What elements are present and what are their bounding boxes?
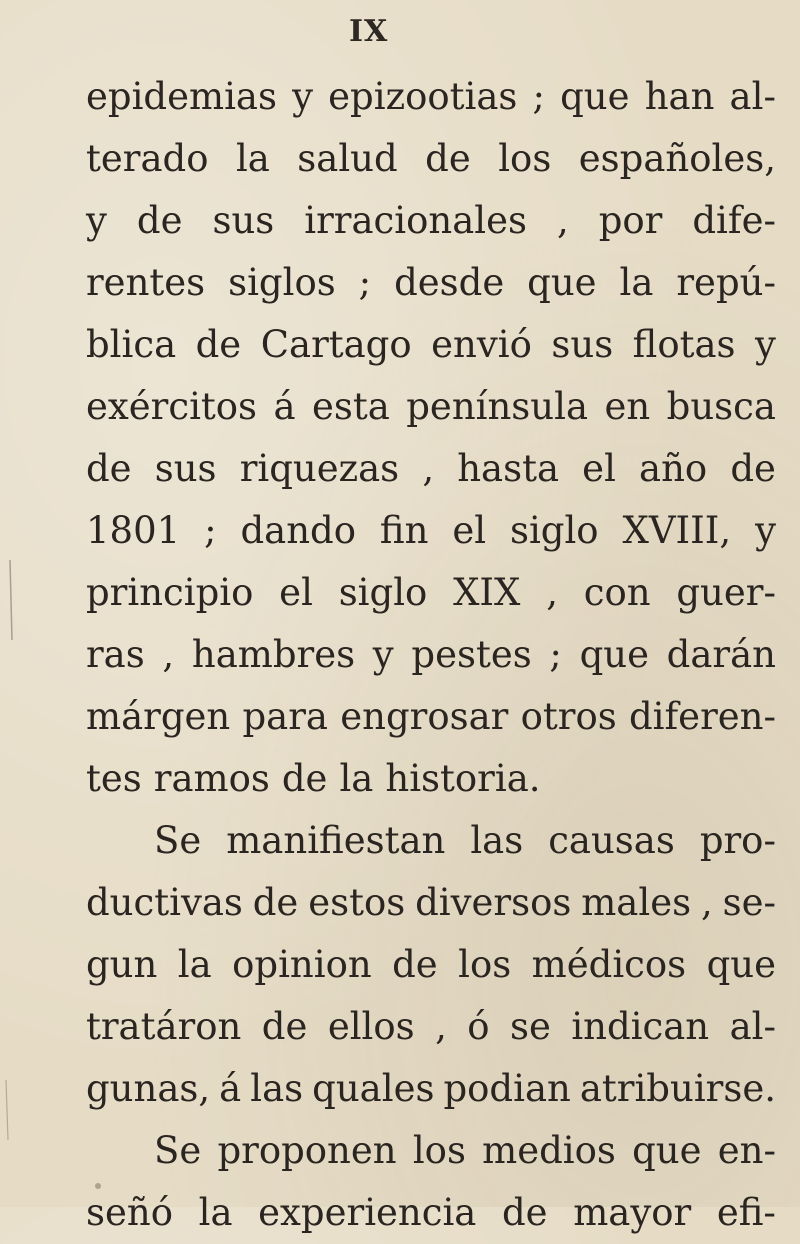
word: y [86, 199, 107, 242]
word: terado [86, 137, 209, 180]
word: la [198, 1191, 233, 1234]
word: por [598, 199, 663, 242]
word: causas [548, 819, 675, 862]
text-line [86, 252, 776, 314]
text-line [86, 438, 776, 500]
text-line [86, 376, 776, 438]
word: la [339, 757, 374, 800]
word: hasta [457, 447, 560, 490]
word: siglo [509, 509, 599, 552]
word: sus [212, 199, 275, 242]
word: desde [394, 261, 505, 304]
word: engrosar [340, 695, 509, 738]
word: se [510, 1005, 551, 1048]
word: mayor [573, 1191, 692, 1234]
word: ; [358, 261, 372, 304]
word: epizootias [328, 75, 518, 118]
word: medios [482, 1129, 616, 1172]
word: experiencia [258, 1191, 477, 1234]
word: los [412, 1129, 466, 1172]
word: quales [312, 1067, 435, 1110]
word: península [406, 385, 589, 428]
word: , [162, 633, 175, 676]
word: siglos [228, 261, 336, 304]
word: pestes [411, 633, 532, 676]
word: XIX [453, 571, 521, 614]
text-line [86, 1120, 776, 1182]
text-line [86, 624, 776, 686]
word: estos [308, 881, 406, 924]
word: sus [154, 447, 217, 490]
word: la [619, 261, 654, 304]
word: manifiestan [226, 819, 446, 862]
word: el [279, 571, 313, 614]
word: se- [722, 881, 776, 924]
word: de [392, 943, 438, 986]
word: y [755, 509, 776, 552]
word: fin [379, 509, 429, 552]
word: esta [311, 385, 390, 428]
text-line [86, 872, 776, 934]
word: , [546, 571, 558, 614]
word: ellos [327, 1005, 415, 1048]
word: busca [666, 385, 776, 428]
word: exércitos [86, 385, 258, 428]
word: de [136, 199, 183, 242]
word: á [219, 1067, 242, 1110]
word: de [86, 447, 132, 490]
word: que [579, 633, 649, 676]
word: el [582, 447, 616, 490]
word: que [632, 1129, 702, 1172]
text-line [86, 996, 776, 1058]
word: de [281, 757, 328, 800]
text-line [86, 1058, 776, 1120]
word: que [527, 261, 597, 304]
word: de [195, 323, 242, 366]
word: , [422, 447, 435, 490]
word: siglo [338, 571, 428, 614]
text-line [86, 128, 776, 190]
word: gun [86, 943, 158, 986]
word: pro- [699, 819, 776, 862]
word: ras [86, 633, 145, 676]
word: indican [571, 1005, 710, 1048]
word: diversos [415, 881, 572, 924]
word: XVIII, [622, 509, 732, 552]
word: á [273, 385, 296, 428]
word: diferen- [628, 695, 776, 738]
word: principio [86, 571, 254, 614]
word: podian [443, 1067, 571, 1110]
word: , [556, 199, 569, 242]
word: la [177, 943, 212, 986]
word: irracionales [304, 199, 527, 242]
word: han [644, 75, 715, 118]
text-line [86, 562, 776, 624]
word: con [583, 571, 651, 614]
word: 1801 [86, 509, 181, 552]
word: y [372, 633, 394, 676]
word: de [730, 447, 776, 490]
word: al- [729, 75, 776, 118]
word: ó [467, 1005, 490, 1048]
word: tes [86, 757, 142, 800]
word: españoles, [578, 137, 776, 180]
word: en- [717, 1129, 776, 1172]
word: y [292, 75, 314, 118]
word: riquezas [239, 447, 400, 490]
word: , [435, 1005, 447, 1048]
word: ; [549, 633, 562, 676]
body-text [86, 66, 776, 1244]
word: darán [666, 633, 776, 676]
text-line [86, 748, 776, 810]
word: al- [729, 1005, 776, 1048]
word: los [498, 137, 552, 180]
word: otros [520, 695, 617, 738]
text-line [86, 686, 776, 748]
word: males [581, 881, 692, 924]
text-line [86, 190, 776, 252]
word: de [502, 1191, 548, 1234]
word: flotas [632, 323, 736, 366]
word: el [452, 509, 487, 552]
word: opinion [232, 943, 372, 986]
word: márgen [86, 695, 231, 738]
word: para [242, 695, 328, 738]
word: tratáron [86, 1005, 242, 1048]
word: médicos [531, 943, 687, 986]
word: guer- [676, 571, 776, 614]
word: epidemias [86, 75, 277, 118]
word: hambres [191, 633, 356, 676]
word: ramos [153, 757, 270, 800]
word: ductivas [86, 881, 243, 924]
word: las [470, 819, 524, 862]
word: envió [431, 323, 532, 366]
text-line [86, 314, 776, 376]
word: rentes [86, 261, 206, 304]
word: y [755, 323, 776, 366]
word: historia. [385, 757, 541, 800]
word: que [560, 75, 630, 118]
word: efi- [716, 1191, 776, 1234]
word: gunas, [86, 1067, 211, 1110]
word: dando [240, 509, 356, 552]
word: las [250, 1067, 304, 1110]
word: de [252, 881, 299, 924]
word: ; [204, 509, 217, 552]
word: salud [297, 137, 398, 180]
word: blica [86, 323, 177, 366]
word: atribuirse. [579, 1067, 776, 1110]
word: sus [551, 323, 614, 366]
word: de [261, 1005, 308, 1048]
word: la [235, 137, 270, 180]
page-number: IX [349, 14, 389, 49]
word: señó [86, 1191, 173, 1234]
text-line [86, 934, 776, 996]
word: , [700, 881, 713, 924]
word: los [458, 943, 512, 986]
word: Se [154, 819, 202, 862]
word: Se [154, 1129, 202, 1172]
word: en [604, 385, 651, 428]
word: de [425, 137, 471, 180]
word: ; [532, 75, 545, 118]
text-line [86, 810, 776, 872]
text-line [86, 1182, 776, 1244]
word: Cartago [260, 323, 412, 366]
word: repú- [676, 261, 776, 304]
word: año [639, 447, 708, 490]
text-line [86, 500, 776, 562]
word: proponen [217, 1129, 397, 1172]
word: dife- [692, 199, 776, 242]
text-line [86, 66, 776, 128]
word: que [706, 943, 776, 986]
